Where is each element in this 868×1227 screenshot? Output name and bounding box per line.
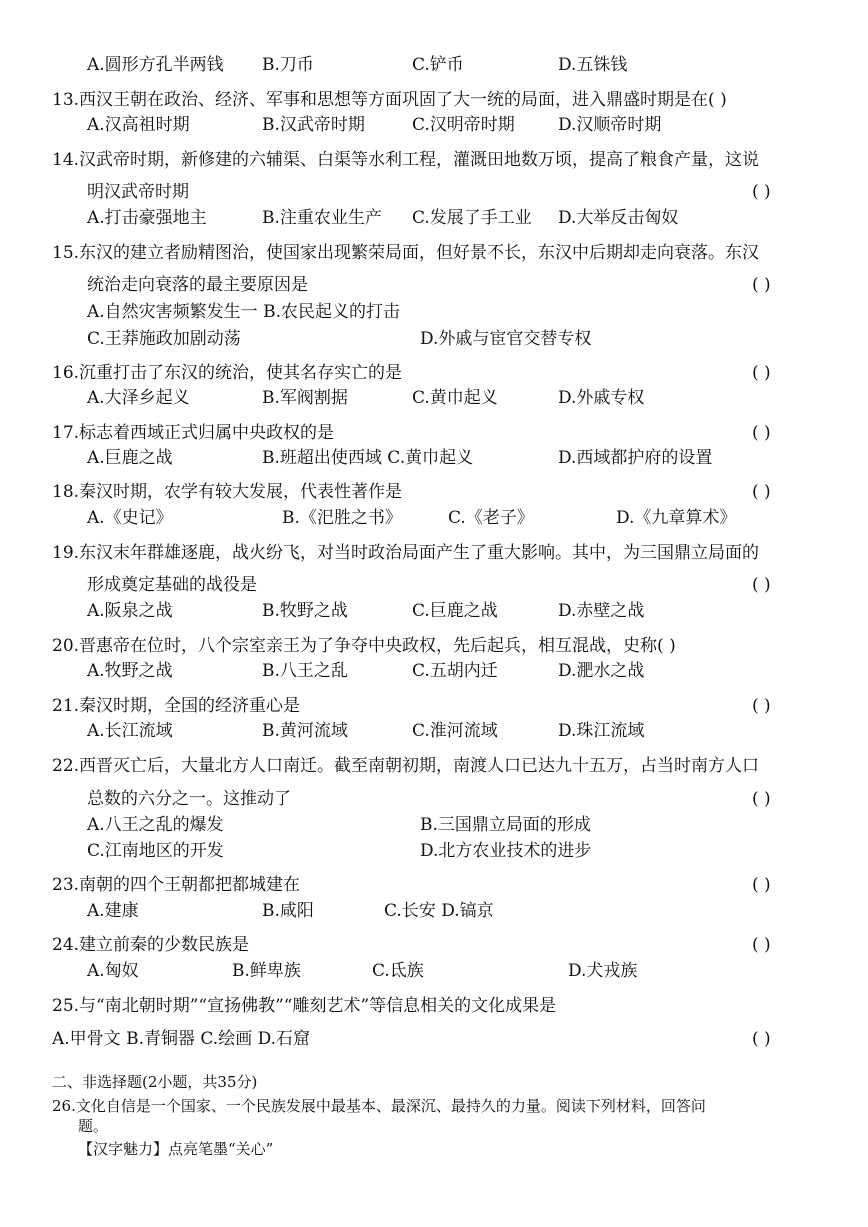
q23-answer-paren: ( ) bbox=[752, 875, 771, 895]
q21-stem: 21.秦汉时期，全国的经济重心是 bbox=[52, 696, 301, 716]
q12-option-c: C.铲币 bbox=[412, 55, 464, 75]
q25-options: A.甲骨文 B.青铜器 C.绘画 D.石窟 bbox=[52, 1029, 311, 1049]
q15-stem-line2: 统治走向衰落的最主要原因是 bbox=[87, 275, 308, 295]
q14-option-a: A.打击豪强地主 bbox=[87, 208, 207, 228]
q17-stem: 17.标志着西域正式归属中央政权的是 bbox=[52, 423, 335, 443]
q14-option-d: D.大举反击匈奴 bbox=[558, 208, 679, 228]
q18-option-b: B.《汜胜之书》 bbox=[282, 508, 402, 528]
q23-option-b: B.咸阳 bbox=[262, 901, 314, 921]
q24-answer-paren: ( ) bbox=[752, 935, 771, 955]
q25-answer-paren: ( ) bbox=[752, 1029, 771, 1049]
q22-option-b: B.三国鼎立局面的形成 bbox=[420, 815, 591, 835]
q23-stem: 23.南朝的四个王朝都把都城建在 bbox=[52, 875, 301, 895]
q24-option-d: D.犬戎族 bbox=[568, 961, 638, 981]
q16-option-d: D.外戚专权 bbox=[558, 388, 645, 408]
q21-option-d: D.珠江流域 bbox=[558, 721, 645, 741]
q19-option-d: D.赤壁之战 bbox=[558, 601, 645, 621]
q15-answer-paren: ( ) bbox=[752, 275, 771, 295]
q13-stem: 13.西汉王朝在政治、经济、军事和思想等方面巩固了大一统的局面，进入鼎盛时期是在( ) bbox=[52, 90, 727, 110]
q24-stem: 24.建立前秦的少数民族是 bbox=[52, 935, 250, 955]
q14-option-c: C.发展了手工业 bbox=[412, 208, 532, 228]
q19-stem-line1: 19.东汉末年群雄逐鹿，战火纷飞，对当时政治局面产生了重大影响。其中，为三国鼎立局面的 bbox=[52, 543, 760, 563]
q13-option-d: D.汉顺帝时期 bbox=[558, 115, 662, 135]
q22-answer-paren: ( ) bbox=[752, 789, 771, 809]
q24-option-c: C.氐族 bbox=[372, 961, 424, 981]
q17-option-a: A.巨鹿之战 bbox=[87, 448, 173, 468]
q15-stem-line1: 15.东汉的建立者励精图治，使国家出现繁荣局面，但好景不长，东汉中后期却走向衰落。东汉 bbox=[52, 243, 760, 263]
section-title: 二、非选择题(2小题，共35分) bbox=[52, 1073, 258, 1091]
q12-option-d: D.五铢钱 bbox=[558, 55, 628, 75]
q26-stem-line2: 题。 bbox=[78, 1117, 109, 1135]
q24-option-a: A.匈奴 bbox=[87, 961, 139, 981]
q19-stem-line2: 形成奠定基础的战役是 bbox=[87, 575, 257, 595]
q14-stem-line1: 14.汉武帝时期，新修建的六辅渠、白渠等水利工程，灌溉田地数万顷，提高了粮食产量，这说 bbox=[52, 150, 760, 170]
q13-option-c: C.汉明帝时期 bbox=[412, 115, 515, 135]
q26-stem-line1: 26.文化自信是一个国家、一个民族发展中最基本、最深沉、最持久的力量。阅读下列材料，回答问 bbox=[52, 1097, 706, 1115]
q22-stem-line2: 总数的六分之一。这推动了 bbox=[87, 789, 291, 809]
q18-option-c: C.《老子》 bbox=[448, 508, 534, 528]
q18-stem: 18.秦汉时期，农学有较大发展，代表性著作是 bbox=[52, 482, 403, 502]
q20-option-d: D.淝水之战 bbox=[558, 661, 645, 681]
q19-option-a: A.阪泉之战 bbox=[87, 601, 173, 621]
q22-option-a: A.八王之乱的爆发 bbox=[87, 815, 224, 835]
q22-stem-line1: 22.西晋灭亡后，大量北方人口南迁。截至南朝初期，南渡人口已达九十五万，占当时南方人口 bbox=[52, 756, 760, 776]
q23-option-a: A.建康 bbox=[87, 901, 139, 921]
q15-option-ab: A.自然灾害频繁发生一 B.农民起义的打击 bbox=[87, 302, 400, 322]
q26-subheading: 【汉字魅力】点亮笔墨“关心” bbox=[78, 1140, 274, 1158]
q18-option-a: A.《史记》 bbox=[87, 508, 173, 528]
q22-option-c: C.江南地区的开发 bbox=[87, 841, 224, 861]
q20-option-a: A.牧野之战 bbox=[87, 661, 173, 681]
q15-option-c: C.王莽施政加剧动荡 bbox=[87, 329, 241, 349]
q13-option-b: B.汉武帝时期 bbox=[262, 115, 365, 135]
q25-stem: 25.与“南北朝时期”“宣扬佛教”“雕刻艺术”等信息相关的文化成果是 bbox=[52, 996, 557, 1016]
q15-option-d: D.外戚与宦官交替专权 bbox=[420, 329, 592, 349]
q23-option-cd: C.长安 D.镐京 bbox=[384, 901, 494, 921]
q24-option-b: B.鲜卑族 bbox=[232, 961, 301, 981]
q20-option-b: B.八王之乱 bbox=[262, 661, 348, 681]
q17-answer-paren: ( ) bbox=[752, 423, 771, 443]
q22-option-d: D.北方农业技术的进步 bbox=[420, 841, 592, 861]
q16-stem: 16.沉重打击了东汉的统治，使其名存实亡的是 bbox=[52, 363, 403, 383]
q21-option-a: A.长江流域 bbox=[87, 721, 173, 741]
q14-answer-paren: ( ) bbox=[752, 182, 771, 202]
q21-option-b: B.黄河流域 bbox=[262, 721, 348, 741]
q19-answer-paren: ( ) bbox=[752, 575, 771, 595]
q13-option-a: A.汉高祖时期 bbox=[87, 115, 190, 135]
q20-option-c: C.五胡内迁 bbox=[412, 661, 498, 681]
q21-answer-paren: ( ) bbox=[752, 696, 771, 716]
q14-option-b: B.注重农业生产 bbox=[262, 208, 382, 228]
q17-option-d: D.西域都护府的设置 bbox=[558, 448, 713, 468]
q18-option-d: D.《九章算术》 bbox=[616, 508, 737, 528]
q20-stem: 20.晋惠帝在位时，八个宗室亲王为了争夺中央政权，先后起兵，相互混战，史称( ) bbox=[52, 636, 676, 656]
q14-stem-line2: 明汉武帝时期 bbox=[87, 182, 189, 202]
q19-option-c: C.巨鹿之战 bbox=[412, 601, 498, 621]
q16-answer-paren: ( ) bbox=[752, 363, 771, 383]
q16-option-c: C.黄巾起义 bbox=[412, 388, 498, 408]
q17-option-bc: B.班超出使西域 C.黄巾起义 bbox=[262, 448, 474, 468]
q19-option-b: B.牧野之战 bbox=[262, 601, 348, 621]
q18-answer-paren: ( ) bbox=[752, 482, 771, 502]
q12-option-b: B.刀币 bbox=[262, 55, 314, 75]
q21-option-c: C.淮河流域 bbox=[412, 721, 498, 741]
q16-option-a: A.大泽乡起义 bbox=[87, 388, 190, 408]
q16-option-b: B.军阀割据 bbox=[262, 388, 348, 408]
q12-option-a: A.圆形方孔半两钱 bbox=[87, 55, 224, 75]
